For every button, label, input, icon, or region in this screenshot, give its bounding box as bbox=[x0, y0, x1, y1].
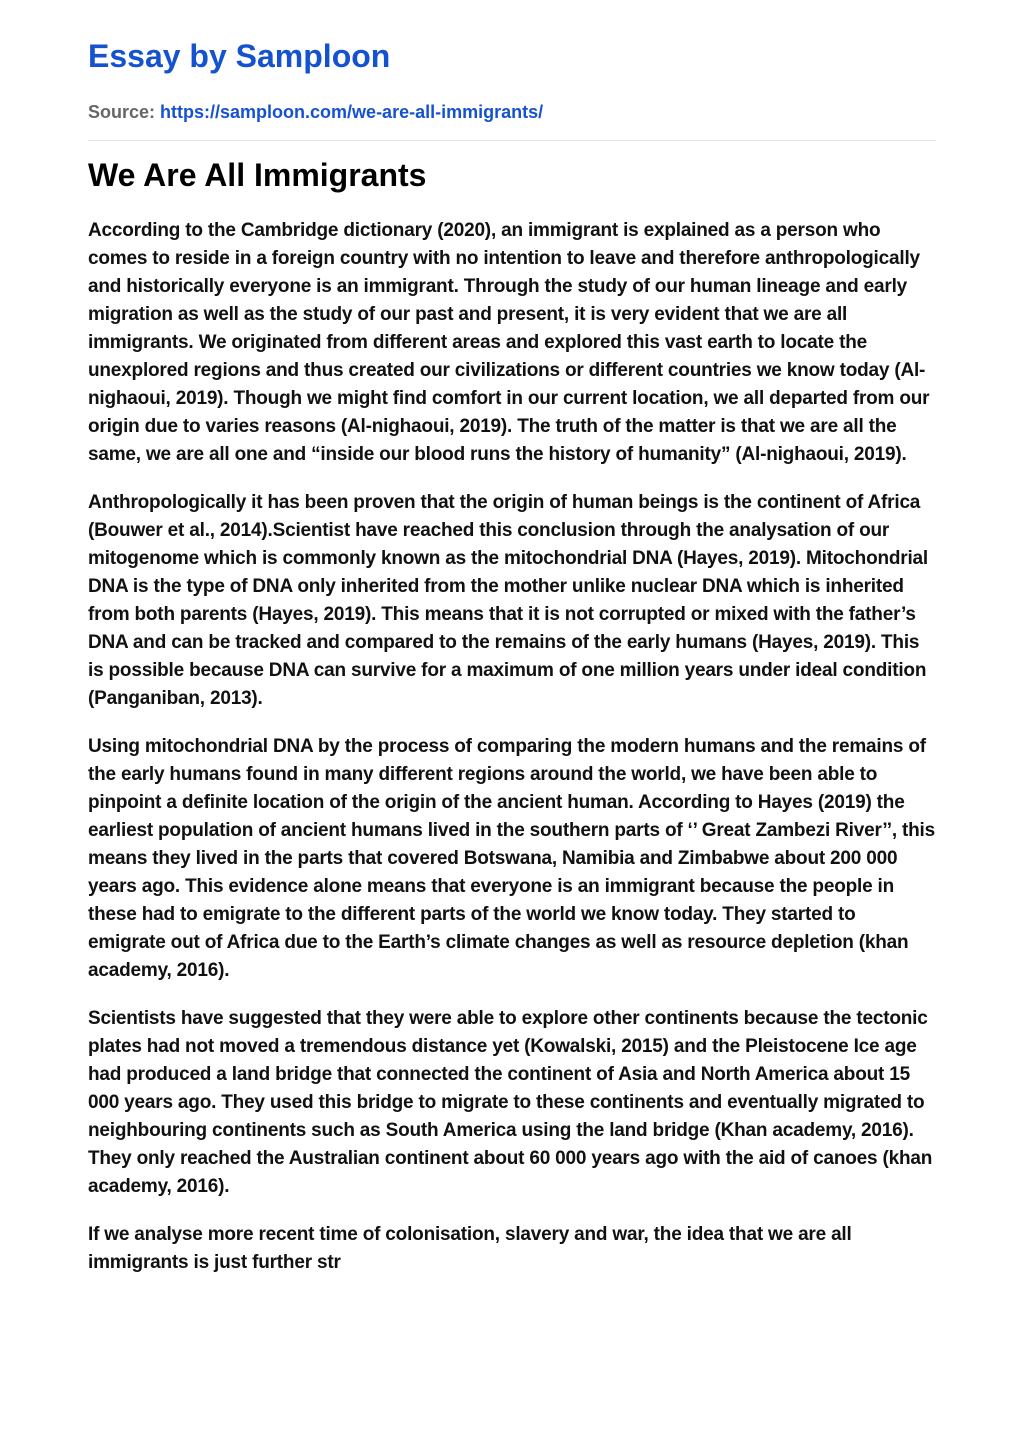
source-link[interactable]: https://samploon.com/we-are-all-immigrants/ bbox=[160, 102, 544, 122]
source-line bbox=[88, 100, 936, 124]
brand-title: Essay by Samploon bbox=[88, 38, 391, 74]
paragraph-1: According to the Cambridge dictionary (2020), an immigrant is explained as a person who comes to reside in a foreign country with no intention to leave and therefore anthropologically and historically everyone is an immigrant. Through the study of our human lineage and early migration as well as the study of our past and present, it is very evident that we are all immigrants. We originated from different areas and explored this vast earth to locate the unexplored regions and thus created our civilizations or different countries we know today (Al-nighaoui, 2019). Though we might find comfort in our current location, we all departed from our origin due to varies reasons (Al-nighaoui, 2019). The truth of the matter is that we are all the same, we are all one and “inside our blood runs the history of humanity” (Al-nighaoui, 2019). bbox=[88, 220, 930, 465]
document bbox=[88, 0, 936, 1297]
paragraph-5: If we analyse more recent time of colonisation, slavery and war, the idea that we are all immigrants is just further str bbox=[88, 1224, 852, 1273]
source-label: Source: bbox=[88, 102, 156, 122]
paragraph-2: Anthropologically it has been proven that the origin of human beings is the continent of Africa (Bouwer et al., 2014).Scientist have reached this conclusion through the analysation of our mitogenome which is commonly known as the mitochondrial DNA (Hayes, 2019). Mitochondrial DNA is the type of DNA only inherited from the mother unlike nuclear DNA which is inherited from both parents (Hayes, 2019). This means that it is not corrupted or mixed with the father’s DNA and can be tracked and compared to the remains of the early humans (Hayes, 2019). This is possible because DNA can survive for a maximum of one million years under ideal condition (Panganiban, 2013). bbox=[88, 492, 929, 709]
essay-title: We Are All Immigrants bbox=[88, 157, 427, 193]
divider bbox=[88, 140, 936, 141]
paragraph-3: Using mitochondrial DNA by the process of comparing the modern humans and the remains of the early humans found in many different regions around the world, we have been able to pinpoint a definite location of the origin of the ancient human. According to Hayes (2019) the earliest population of ancient humans lived in the southern parts of ‘’ Great Zambezi River’’, this means they lived in the parts that covered Botswana, Namibia and Zimbabwe about 200 000 years ago. This evidence alone means that everyone is an immigrant because the people in these had to emigrate to the different parts of the world we know today. They started to emigrate out of Africa due to the Earth’s climate changes as well as resource depletion (khan academy, 2016). bbox=[88, 736, 935, 981]
paragraph-4: Scientists have suggested that they were able to explore other continents because the tectonic plates had not moved a tremendous distance yet (Kowalski, 2015) and the Pleistocene Ice age had produced a land bridge that connected the continent of Asia and North America about 15 000 years ago. They used this bridge to migrate to these continents and eventually migrated to neighbouring continents such as South America using the land bridge (Khan academy, 2016). They only reached the Australian continent about 60 000 years ago with the aid of canoes (khan academy, 2016). bbox=[88, 1008, 933, 1197]
